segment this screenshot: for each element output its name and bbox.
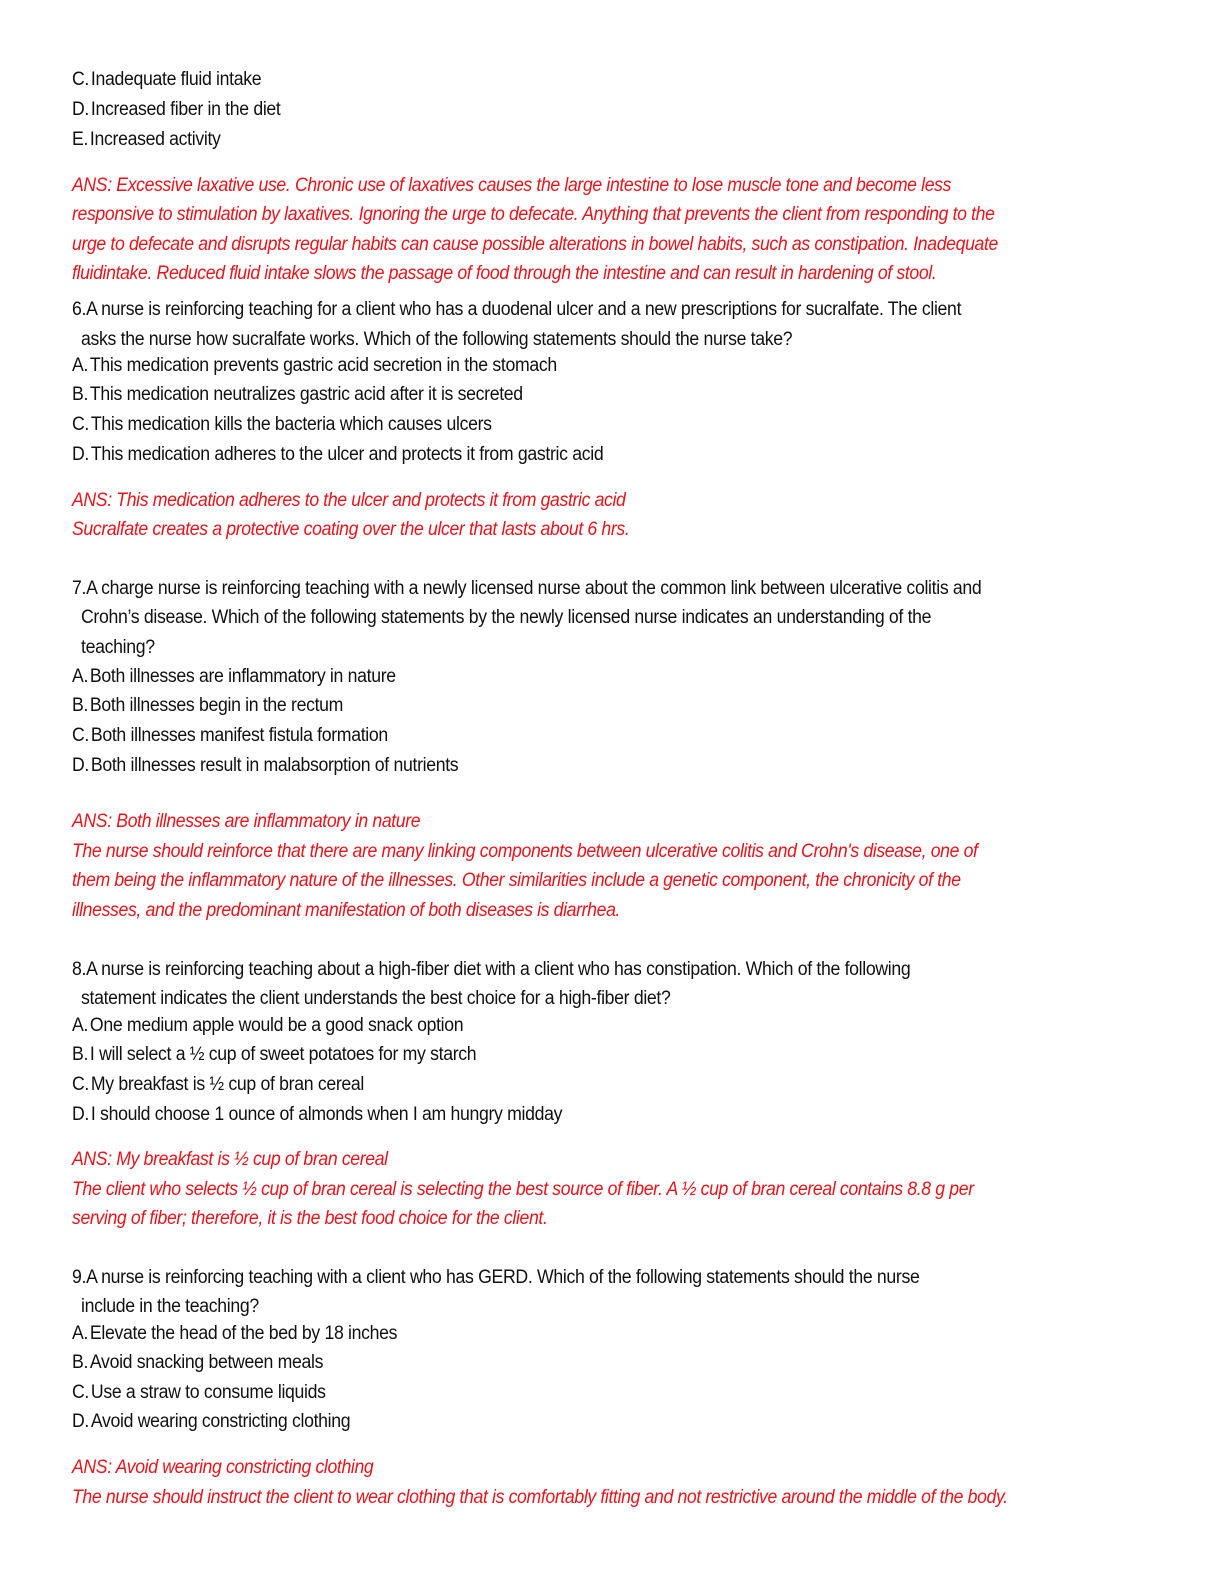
q9-rationale: The nurse should instruct the client to wear clothing that is comfortably fitting and not restrictive around the middle of the body. bbox=[72, 1487, 1008, 1508]
q6-rationale: Sucralfate creates a protective coating over the ulcer that lasts about 6 hrs. bbox=[72, 519, 630, 540]
q7-rationale: them being the inflammatory nature of the illnesses. Other similarities include a genetic component, the chronicity of the bbox=[72, 870, 961, 891]
question-7-stem-cont: Crohn’s disease. Which of the following statements by the newly licensed nurse indicates an understanding of the bbox=[81, 607, 932, 628]
option-c: C.Inadequate fluid intake bbox=[72, 69, 262, 90]
q8-rationale: serving of fiber; therefore, it is the best food choice for the client. bbox=[72, 1208, 548, 1229]
q9-option-a: A.Elevate the head of the bed by 18 inches bbox=[72, 1323, 398, 1344]
answer-line: responsive to stimulation by laxatives. Ignoring the urge to defecate. Anything that prevents the client from responding to the bbox=[72, 204, 995, 225]
question-8-stem-cont: statement indicates the client understands the best choice for a high-fiber diet? bbox=[81, 988, 671, 1009]
answer-line: urge to defecate and disrupts regular habits can cause possible alterations in bowel habits, such as constipation. Inadequate bbox=[72, 234, 998, 255]
q8-option-d: D.I should choose 1 ounce of almonds when I am hungry midday bbox=[72, 1104, 563, 1125]
answer-line: ANS: Excessive laxative use. Chronic use of laxatives causes the large intestine to lose muscle tone and become less bbox=[72, 175, 952, 196]
q7-option-c: C.Both illnesses manifest fistula formation bbox=[72, 725, 388, 746]
q8-option-a: A.One medium apple would be a good snack option bbox=[72, 1015, 464, 1036]
q9-option-b: B.Avoid snacking between meals bbox=[72, 1352, 324, 1373]
q9-option-d: D.Avoid wearing constricting clothing bbox=[72, 1411, 351, 1432]
q7-rationale: The nurse should reinforce that there are many linking components between ulcerative colitis and Crohn's disease, one of bbox=[72, 841, 978, 862]
q9-option-c: C.Use a straw to consume liquids bbox=[72, 1382, 326, 1403]
option-e: E.Increased activity bbox=[72, 129, 221, 150]
q6-option-b: B.This medication neutralizes gastric acid after it is secreted bbox=[72, 384, 523, 405]
q7-option-d: D.Both illnesses result in malabsorption of nutrients bbox=[72, 755, 459, 776]
q8-answer: ANS: My breakfast is ½ cup of bran cereal bbox=[72, 1149, 388, 1170]
question-9-stem-cont: include in the teaching? bbox=[81, 1296, 259, 1317]
answer-line: fluidintake. Reduced fluid intake slows the passage of food through the intestine and can result in hardening of stool. bbox=[72, 263, 937, 284]
question-6-stem-cont: asks the nurse how sucralfate works. Which of the following statements should the nurse take? bbox=[81, 329, 793, 350]
q8-option-b: B.I will select a ½ cup of sweet potatoes for my starch bbox=[72, 1044, 477, 1065]
q8-rationale: The client who selects ½ cup of bran cereal is selecting the best source of fiber. A ½ cup of bran cereal contains 8.8 g per bbox=[72, 1179, 974, 1200]
q6-option-d: D.This medication adheres to the ulcer and protects it from gastric acid bbox=[72, 444, 604, 465]
q6-option-a: A.This medication prevents gastric acid secretion in the stomach bbox=[72, 355, 557, 376]
q9-answer: ANS: Avoid wearing constricting clothing bbox=[72, 1457, 374, 1478]
q8-option-c: C.My breakfast is ½ cup of bran cereal bbox=[72, 1074, 364, 1095]
option-d: D.Increased fiber in the diet bbox=[72, 99, 281, 120]
question-8-stem: 8.A nurse is reinforcing teaching about a high-fiber diet with a client who has constipation. Which of the following bbox=[72, 959, 911, 980]
q6-answer: ANS: This medication adheres to the ulcer and protects it from gastric acid bbox=[72, 490, 626, 511]
question-7-stem-cont: teaching? bbox=[81, 637, 155, 658]
question-6-stem: 6.A nurse is reinforcing teaching for a client who has a duodenal ulcer and a new prescriptions for sucralfate. The client bbox=[72, 299, 962, 320]
q7-option-a: A.Both illnesses are inflammatory in nature bbox=[72, 666, 396, 687]
q7-option-b: B.Both illnesses begin in the rectum bbox=[72, 695, 344, 716]
q7-answer: ANS: Both illnesses are inflammatory in nature bbox=[72, 811, 421, 832]
q6-option-c: C.This medication kills the bacteria which causes ulcers bbox=[72, 414, 492, 435]
question-7-stem: 7.A charge nurse is reinforcing teaching with a newly licensed nurse about the common link between ulcerative colitis and bbox=[72, 578, 982, 599]
question-9-stem: 9.A nurse is reinforcing teaching with a client who has GERD. Which of the following statements should the nurse bbox=[72, 1267, 920, 1288]
q7-rationale: illnesses, and the predominant manifestation of both diseases is diarrhea. bbox=[72, 900, 621, 921]
